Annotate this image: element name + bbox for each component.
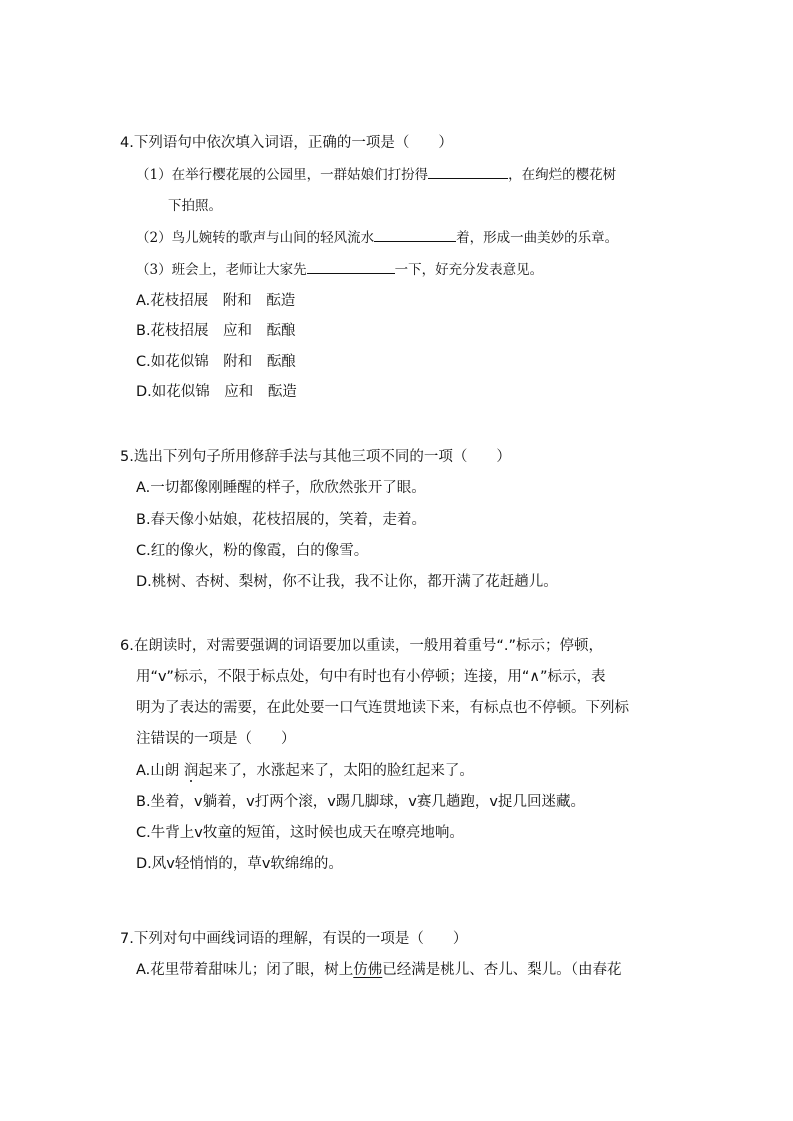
- q5-option-c: C.红的像火，粉的像霞，白的像雪。: [136, 543, 369, 559]
- q7-stem: 7.下列对句中画线词语的理解，有误的一项是（ ）: [120, 931, 468, 947]
- q4-sentence-1: [136, 164, 616, 185]
- q6-option-c: C.牛背上v牧童的短笛，这时候也成天在嘹亮地响。: [136, 825, 464, 841]
- q7-option-a-pre: A.花里带着甜味儿；闭了眼，树上: [136, 962, 354, 978]
- q4-blank-1: [428, 164, 508, 179]
- q6-option-a: [136, 761, 474, 781]
- q6-stem-line-1: 6.在朗读时，对需要强调的词语要加以重读，一般用着重号“.”标示；停顿，: [120, 638, 603, 654]
- q4-sentence-1-part-b: ，在绚烂的樱花树: [508, 167, 617, 183]
- q4-sentence-2-part-a: （2）鸟儿婉转的歌声与山间的轻风流水: [136, 230, 375, 246]
- q7-option-a: [136, 960, 622, 980]
- q4-sentence-3-part-a: （3）班会上，老师让大家先: [136, 262, 307, 278]
- q6-stem-line-4: 注错误的一项是（ ）: [136, 731, 296, 747]
- q6-option-a-rest: 起来了，水涨起来了，太阳的脸红起来了。: [198, 763, 474, 779]
- q6-option-d: D.风v轻悄悄的，草v软绵绵的。: [136, 856, 343, 872]
- q6-option-b: B.坐着，v躺着，v打两个滚，v踢几脚球，v赛几趟跑，v捉几回迷藏。: [136, 794, 585, 810]
- q4-blank-3: [307, 259, 395, 274]
- q4-option-d: D.如花似锦 应和 酝造: [136, 384, 297, 400]
- q4-sentence-3: [136, 259, 543, 280]
- q4-sentence-2: [136, 227, 618, 248]
- q4-option-b: B.花枝招展 应和 酝酿: [136, 323, 296, 339]
- q4-sentence-2-part-b: 着，形成一曲美妙的乐章。: [456, 230, 619, 246]
- q4-blank-2: [374, 227, 456, 242]
- q4-sentence-1-cont: 下拍照。: [168, 198, 222, 214]
- q6-stem-line-3: 明为了表达的需要，在此处要一口气连贯地读下来，有标点也不停顿。下列标: [136, 700, 629, 716]
- q5-option-a: A.一切都像刚睡醒的样子，欣欣然张开了眼。: [136, 480, 426, 496]
- q5-stem: 5.选出下列句子所用修辞手法与其他三项不同的一项（ ）: [120, 449, 511, 465]
- q6-option-a-word-1: 山: [150, 763, 165, 779]
- q4-sentence-1-part-a: （1）在举行樱花展的公园里，一群姑娘们打扮得: [136, 167, 429, 183]
- q5-option-b: B.春天像小姑娘，花枝招展的，笑着，走着。: [136, 512, 427, 528]
- q6-option-a-prefix: A.: [136, 763, 151, 779]
- q4-option-a: A.花枝招展 附和 酝造: [136, 293, 296, 309]
- q4-stem: 4.下列语句中依次填入词语，正确的一项是（ ）: [120, 135, 453, 151]
- q7-option-a-post: 已经满是桃儿、杏儿、梨儿。（由春花: [382, 962, 622, 978]
- q7-option-a-underlined-word: 仿佛: [353, 962, 383, 978]
- q4-option-c: C.如花似锦 附和 酝酿: [136, 354, 296, 370]
- q6-option-a-stressed-word: 润: [183, 763, 199, 779]
- q6-option-a-word-2: 朗: [164, 763, 180, 779]
- q4-sentence-3-part-b: 一下，好充分发表意见。: [394, 262, 544, 278]
- q5-option-d: D.桃树、杏树、梨树，你不让我，我不让你，都开满了花赶趟儿。: [136, 574, 558, 590]
- q6-stem-line-2: 用“v”标示，不限于标点处，句中有时也有小停顿；连接，用“∧”标示，表: [136, 669, 606, 685]
